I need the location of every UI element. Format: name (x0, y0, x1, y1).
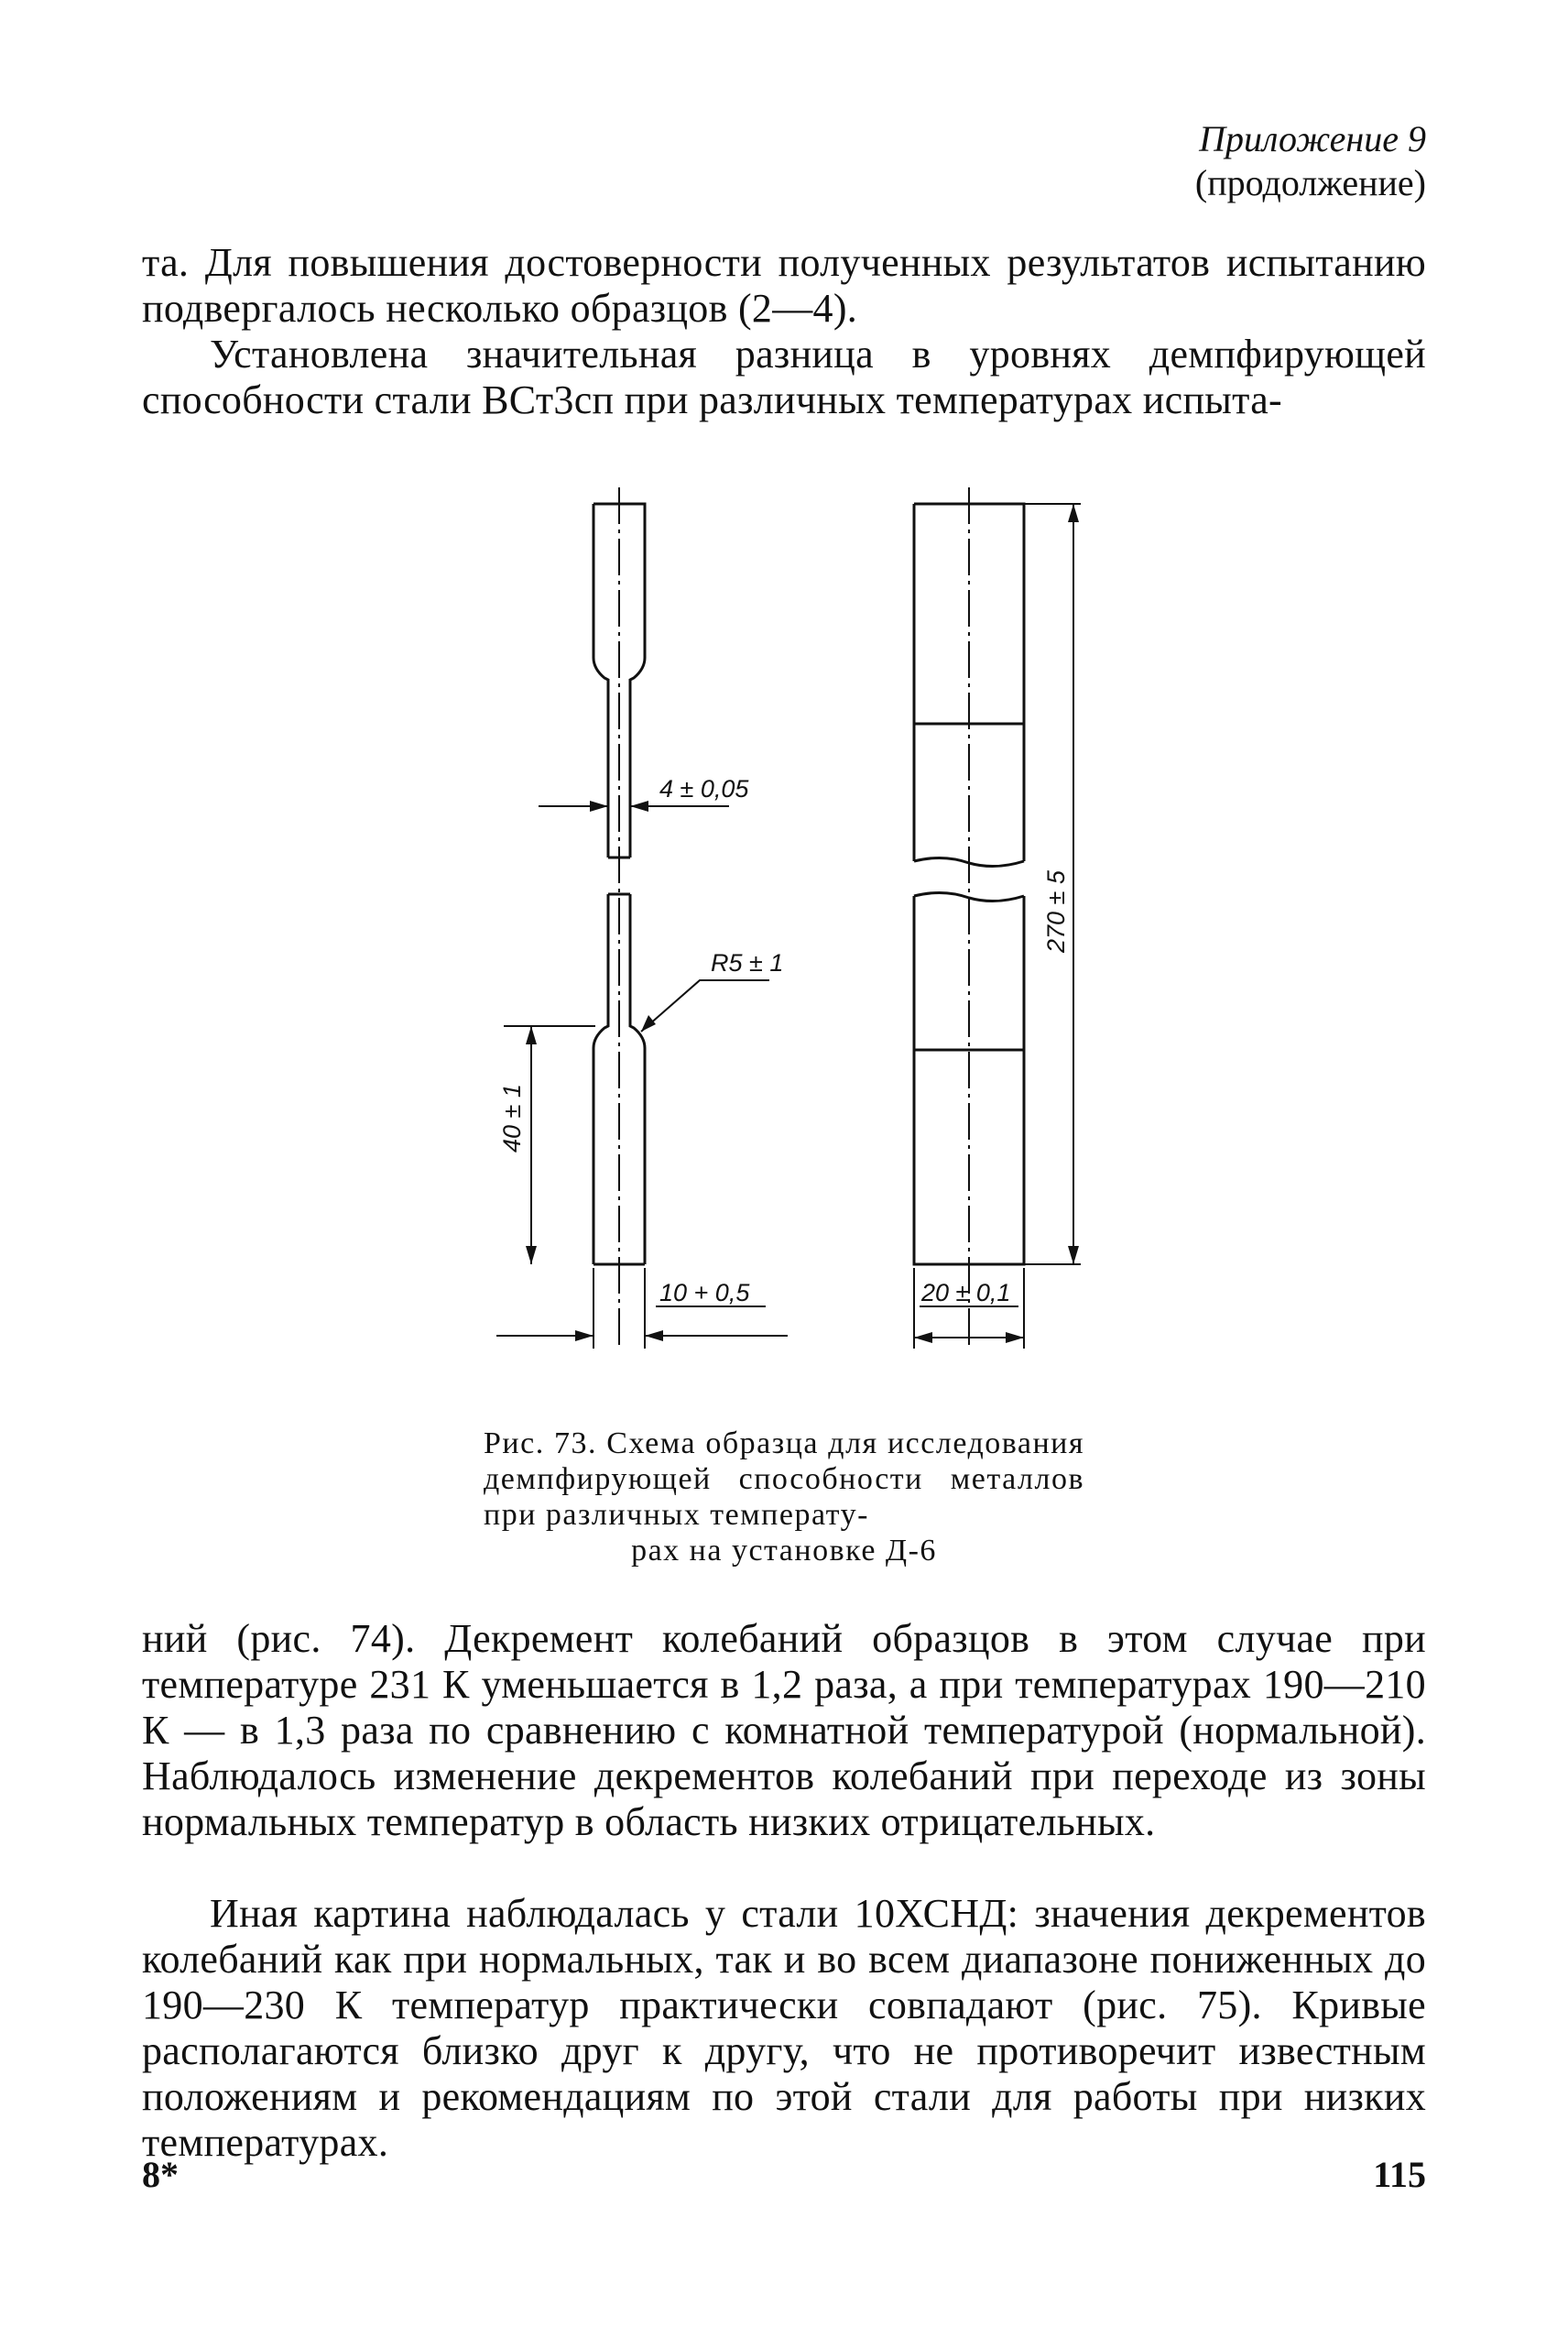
caption-text: Рис. 73. Схема образца для исследования демпфирующей способности металлов при различных температу- (484, 1426, 1084, 1532)
paragraph-text: Установлена значительная разница в уровнях демпфирующей способности стали ВСт3сп при различных температурах испыта- (142, 332, 1426, 422)
dim-radius-label: R5 ± 1 (711, 949, 784, 977)
dim-total-length-label: 270 ± 5 (1042, 870, 1070, 953)
figure-caption (484, 1426, 1084, 1568)
dim-width-side-label: 10 + 0,5 (659, 1279, 750, 1306)
signature-mark: 8* (142, 2154, 179, 2195)
paragraph-steel-10hsnd (142, 1891, 1426, 2166)
paragraph-text: Иная картина наблюдалась у стали 10ХСНД: значения декрементов колебаний как при нормальных, так и во всем диапазоне пониженных до 190—230 К температур практически совпадают (рис. 75). Кривые располагаются близко друг к другу, что не противоречит известным положениям и рекомендациям по этой стали для работы при низких температурах. (142, 1891, 1426, 2165)
page-header (1060, 117, 1426, 205)
page-number: 115 (1373, 2154, 1426, 2195)
paragraph-text: та. Для повышения достоверности полученных результатов испытанию подвергалось несколько образцов (2—4). (142, 240, 1426, 331)
dim-thickness-label: 4 ± 0,05 (659, 775, 749, 803)
specimen-figure (476, 484, 1172, 1363)
specimen-diagram (476, 484, 1172, 1363)
continuation-label: (продолжение) (1194, 162, 1426, 203)
dim-grip-length-label: 40 ± 1 (498, 1084, 526, 1153)
paragraph-damping (142, 332, 1426, 423)
paragraph-continued (142, 240, 1426, 332)
dim-width-face-label: 20 ± 0,1 (921, 1279, 1011, 1306)
paragraph-text: ний (рис. 74). Декремент колебаний образцов в этом случае при температуре 231 К уменьшается в 1,2 раза, а при температурах 190—210 К — в 1,3 раза по сравнению с комнатной температурой (нормальной). Наблюдалось изменение декрементов колебаний при переходе из зоны нормальных температур в область низких отрицательных. (142, 1616, 1426, 1844)
paragraph-decrement (142, 1616, 1426, 1845)
appendix-label: Приложение 9 (1199, 118, 1426, 159)
caption-last-line: рах на установке Д-6 (631, 1534, 937, 1568)
